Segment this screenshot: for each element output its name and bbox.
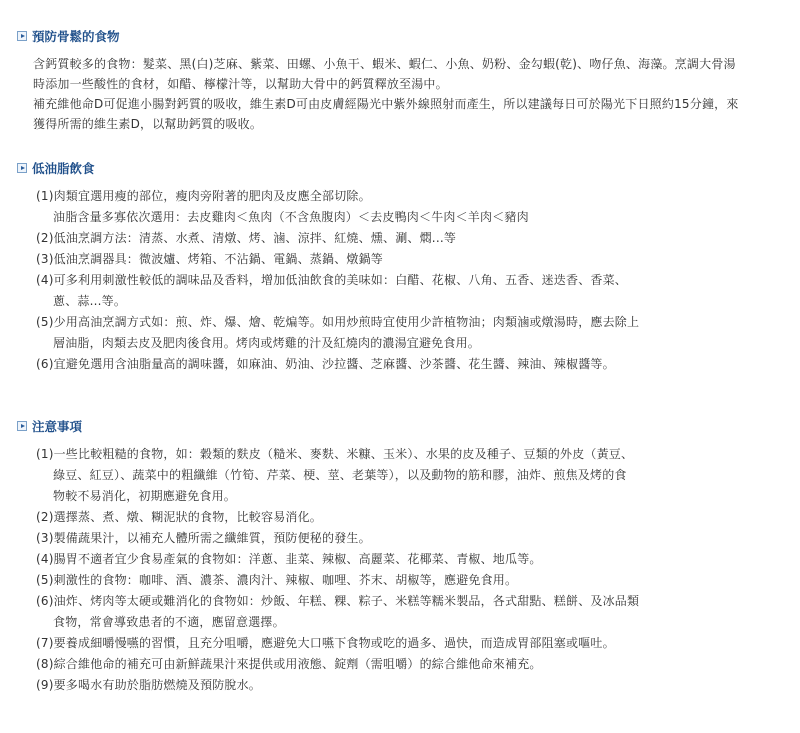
list-item	[36, 654, 736, 675]
arrow-bullet-icon	[17, 31, 27, 41]
list-item-text: (1)一些比較粗糙的食物，如：穀類的麩皮（糙米、麥麩、米糠、玉米）、水果的皮及種子、豆類的外皮（黃豆、	[36, 447, 634, 461]
list-item	[36, 570, 736, 591]
arrow-bullet-icon	[17, 421, 27, 431]
list-item-continuation: 蔥、蒜...等。	[53, 294, 127, 308]
list-item-text: (4)可多利用刺激性較低的調味品及香料，增加低油飲食的美味如：白醋、花椒、八角、五香、迷迭香、香菜、	[36, 273, 628, 287]
list-item-text: (4)腸胃不適者宜少食易產氣的食物如：洋蔥、韭菜、辣椒、高麗菜、花椰菜、青椒、地瓜等。	[36, 552, 542, 566]
list-item	[36, 507, 736, 528]
paragraph: 含鈣質較多的食物：髮菜、黑(白)芝麻、紫菜、田螺、小魚干、蝦米、蝦仁、小魚、奶粉、金勾蝦(乾)、吻仔魚、海藻。烹調大骨湯時添加一些酸性的食材，如醋、檸檬汁等，以幫助大骨中的鈣質釋放至湯中。	[33, 57, 736, 91]
list-item	[36, 549, 736, 570]
list-item-text: (3)製備蔬果汁，以補充人體所需之纖維質，預防便秘的發生。	[36, 531, 371, 545]
list-item	[36, 591, 736, 633]
section-heading	[0, 160, 800, 180]
list-item	[36, 444, 736, 507]
list-item-text: (1)肉類宜選用瘦的部位，瘦肉旁附著的肥肉及皮應全部切除。	[36, 189, 371, 203]
list-item-text: (9)要多喝水有助於脂肪燃燒及預防脫水。	[36, 678, 261, 692]
list-item-continuation: 食物，常會導致患者的不適，應留意選擇。	[53, 615, 285, 629]
section-title: 低油脂飲食	[32, 161, 95, 176]
list-item-text: (2)低油烹調方法：清蒸、水煮、清燉、烤、滷、涼拌、紅燒、燻、涮、燜...等	[36, 231, 457, 245]
list-item-continuation: 層油脂，肉類去皮及肥肉後食用。烤肉或烤雞的汁及紅燒肉的濃湯宜避免食用。	[53, 336, 481, 350]
list-item-text: (6)宜避免選用含油脂量高的調味醬，如麻油、奶油、沙拉醬、芝麻醬、沙茶醬、花生醬、辣油、辣椒醬等。	[36, 357, 615, 371]
section-title: 預防骨鬆的食物	[32, 29, 120, 44]
list-item-text: (2)選擇蒸、煮、燉、糊泥狀的食物，比較容易消化。	[36, 510, 322, 524]
section-heading	[0, 28, 800, 48]
list-item	[36, 675, 736, 696]
section-heading	[0, 418, 800, 438]
list-item-text: (7)要養成細嚼慢嚥的習慣，且充分咀嚼，應避免大口嚥下食物或吃的過多、過快，而造成胃部阻塞或嘔吐。	[36, 636, 615, 650]
list-item	[36, 633, 736, 654]
list-item	[36, 228, 736, 249]
list-item-continuation: 油脂含量多寡依次選用：去皮雞肉＜魚肉（不含魚腹肉）＜去皮鴨肉＜牛肉＜羊肉＜豬肉	[53, 210, 529, 224]
list-item-text: (3)低油烹調器具：微波爐、烤箱、不沾鍋、電鍋、蒸鍋、燉鍋等	[36, 252, 384, 266]
arrow-bullet-icon	[17, 163, 27, 173]
list-item-continuation: 物較不易消化，初期應避免食用。	[53, 489, 237, 503]
list-item-continuation: 綠豆、紅豆）、蔬菜中的粗纖維（竹筍、芹菜、梗、莖、老葉等），以及動物的筋和膠，油炸、煎焦及烤的食	[53, 468, 627, 482]
section-osteoporosis	[0, 28, 800, 134]
section-title: 注意事項	[32, 419, 83, 434]
list-item-text: (8)綜合維他命的補充可由新鮮蔬果汁來提供或用液態、錠劑（需咀嚼）的綜合維他命來補充。	[36, 657, 542, 671]
list-item	[36, 354, 736, 375]
list-item	[36, 528, 736, 549]
list-item-text: (6)油炸、烤肉等太硬或難消化的食物如：炒飯、年糕、粿、粽子、米糕等糯米製品，各式甜點、糕餅、及冰品類	[36, 594, 640, 608]
section-notes	[0, 418, 800, 696]
paragraph: 補充維他命D可促進小腸對鈣質的吸收，維生素D可由皮膚經陽光中紫外線照射而產生，所以建議每日可於陽光下日照約15分鐘，來獲得所需的維生素D，以幫助鈣質的吸收。	[33, 97, 739, 131]
list-item-text: (5)少用高油烹調方式如：煎、炸、爆、燴、乾煸等。如用炒煎時宜使用少許植物油；肉類滷或燉湯時，應去除上	[36, 315, 640, 329]
list-item	[36, 270, 736, 312]
list-item-text: (5)刺激性的食物：咖啡、酒、濃茶、濃肉汁、辣椒、咖哩、芥末、胡椒等，應避免食用。	[36, 573, 518, 587]
list-item	[36, 186, 736, 228]
section-low-fat	[0, 160, 800, 375]
list-item	[36, 249, 736, 270]
list-item	[36, 312, 736, 354]
